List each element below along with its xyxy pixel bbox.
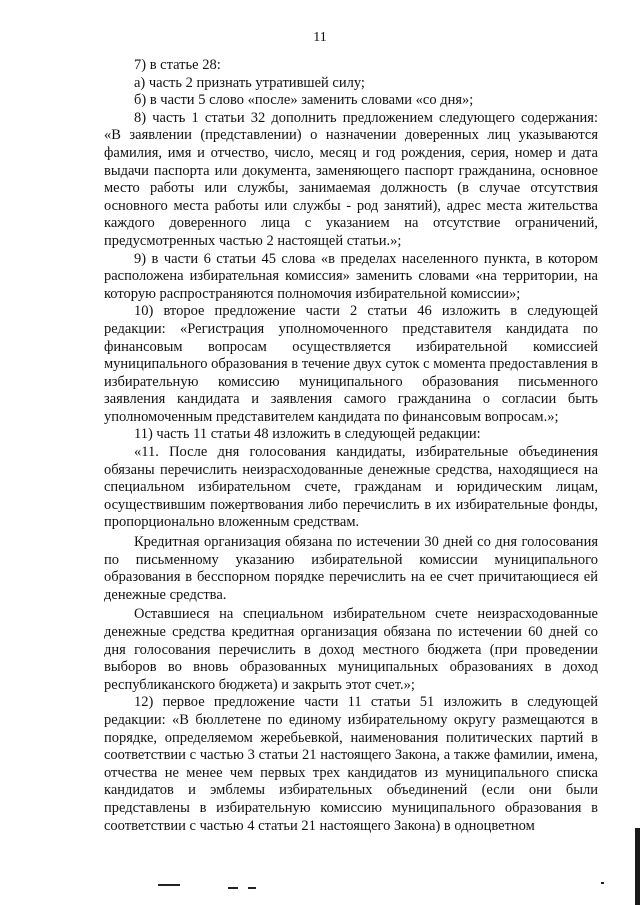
scan-artifact-mark bbox=[158, 884, 180, 886]
paragraph-item-7b: б) в части 5 слово «после» заменить словами «со дня»; bbox=[134, 92, 474, 109]
paragraph-remaining-funds: Оставшиеся на специальном избирательном счете неизрасходованные денежные средства кредитная организация обязана по истечении 60 дней со дня голосования перечислить в доход местного бюджета (при проведении выборов во вновь образованных муниципальных образованиях в доход республиканского бюджета) и закрыть этот счет.»; bbox=[104, 606, 598, 693]
scan-edge-shadow bbox=[635, 828, 640, 905]
document-body bbox=[104, 57, 598, 835]
paragraph-item-12: 12) первое предложение части 11 статьи 51 изложить в следующей редакции: «В бюллетене по единому избирательному округу размещаются в порядке, определяемом жеребьевкой, наименования политических партий в соответствии с частью 3 статьи 21 настоящего Закона, а также фамилии, имена, отчества не менее чем первых трех кандидатов из муниципального списка кандидатов и эмблемы избирательных объединений (если они были представлены в избирательную комиссию муниципального образования в соответствии с частью 4 статьи 21 настоящего Закона) в одноцветном bbox=[104, 694, 598, 834]
paragraph-item-9: 9) в части 6 статьи 45 слова «в пределах населенного пункта, в котором расположена избирательная комиссия» заменить словами «на территории, на которую распространяются полномочия избирательной комиссии»; bbox=[104, 250, 598, 302]
paragraph-item-11: 11) часть 11 статьи 48 изложить в следующей редакции: bbox=[134, 426, 481, 443]
paragraph-item-8: 8) часть 1 статьи 32 дополнить предложением следующего содержания: «В заявлении (представлении) о назначении доверенных лиц указываются фамилия, имя и отчество, число, месяц и год рождения, серия, номер и дата выдачи паспорта или документа, заменяющего паспорт гражданина, основное место работы или службы, занимаемая должность (в случае отсутствия основного места работы или службы - род занятий), адрес места жительства каждого доверенного лица с указанием на отсутствие ограничений, предусмотренных частью 2 настоящей статьи.»; bbox=[104, 109, 598, 249]
scan-artifact-mark bbox=[248, 887, 256, 889]
paragraph-item-7a: а) часть 2 признать утратившей силу; bbox=[134, 74, 365, 91]
paragraph-item-7: 7) в статье 28: bbox=[134, 57, 221, 73]
paragraph-credit-organization: Кредитная организация обязана по истечении 30 дней со дня голосования по письменному указанию избирательной комиссии муниципального образования в бесспорном порядке перечислить на ее счет причитающиеся ей денежные средства. bbox=[104, 534, 598, 603]
scan-artifact-mark bbox=[228, 887, 238, 889]
paragraph-item-11-text: «11. После дня голосования кандидаты, избирательные объединения обязаны перечислить неизрасходованные денежные средства, находящиеся на специальном избирательном счете, гражданам и юридическим лицам, осуществившим пожертвования либо перечислить в их избирательные фонды, пропорционально вложенным средствам. bbox=[104, 444, 598, 531]
page-number: 11 bbox=[313, 30, 327, 45]
paragraph-item-10: 10) второе предложение части 2 статьи 46 изложить в следующей редакции: «Регистрация уполномоченного представителя кандидата по финансовым вопросам осуществляется избирательной комиссией муниципального образования в течение двух суток с момента предоставления в избирательную комиссию муниципального образования письменного заявления кандидата и заявления самого гражданина о согласии быть уполномоченным представителем кандидата по финансовым вопросам.»; bbox=[104, 303, 598, 425]
scan-artifact-mark bbox=[601, 882, 604, 884]
